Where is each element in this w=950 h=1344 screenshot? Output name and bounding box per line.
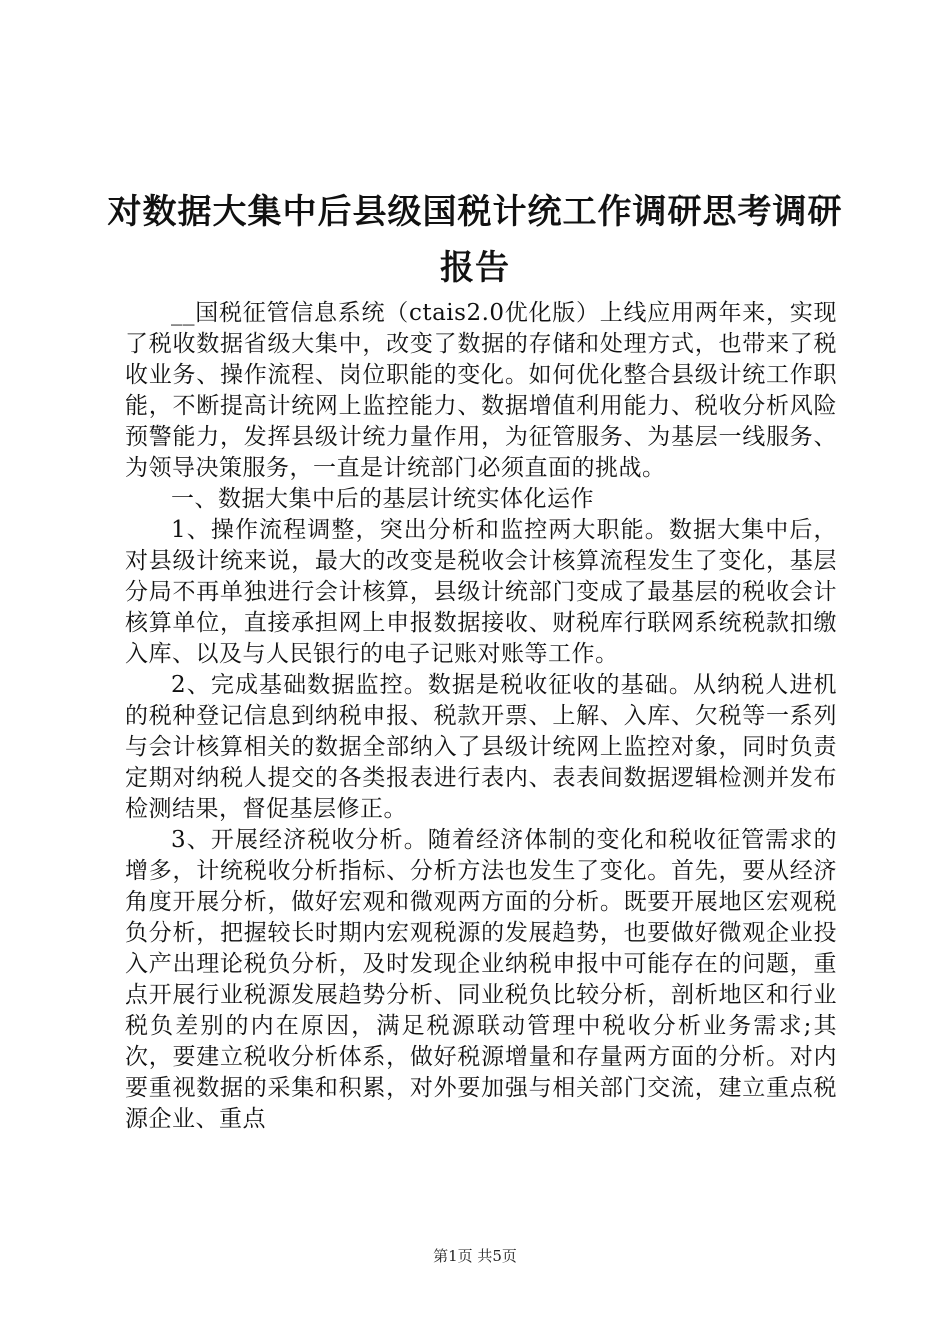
paragraph-item-3: 3、开展经济税收分析。随着经济体制的变化和税收征管需求的增多，计统税收分析指标、分析方法也发生了变化。首先，要从经济角度开展分析，做好宏观和微观两方面的分析。既要开展地区宏观税负分析，把握较长时期内宏观税源的发展趋势，也要做好微观企业投入产出理论税负分析，及时发现企业纳税申报中可能存在的问题，重点开展行业税源发展趋势分析、同业税负比较分析，剖析地区和行业税负差别的内在原因，满足税源联动管理中税收分析业务需求;其次，要建立税收分析体系，做好税源增量和存量两方面的分析。对内要重视数据的采集和积累，对外要加强与相关部门交流，建立重点税源企业、重点 <box>125 827 837 1132</box>
document-body <box>125 298 837 1135</box>
paragraph-item-1: 1、操作流程调整，突出分析和监控两大职能。数据大集中后，对县级计统来说，最大的改变是税收会计核算流程发生了变化，基层分局不再单独进行会计核算，县级计统部门变成了最基层的税收会计核算单位，直接承担网上申报数据接收、财税库行联网系统税款扣缴入库、以及与人民银行的电子记账对账等工作。 <box>125 517 837 667</box>
paragraph-intro: __国税征管信息系统（ctais2.0优化版）上线应用两年来，实现了税收数据省级大集中，改变了数据的存储和处理方式，也带来了税收业务、操作流程、岗位职能的变化。如何优化整合县级计统工作职能，不断提高计统网上监控能力、数据增值利用能力、税收分析风险预警能力，发挥县级计统力量作用，为征管服务、为基层一线服务、为领导决策服务，一直是计统部门必须直面的挑战。 <box>125 300 837 481</box>
page-number-footer: 第1页 共5页 <box>433 1247 517 1265</box>
document-title: 对数据大集中后县级国税计统工作调研思考调研报告 <box>107 192 843 288</box>
section-heading-1: 一、数据大集中后的基层计统实体化运作 <box>171 486 594 512</box>
paragraph-item-2: 2、完成基础数据监控。数据是税收征收的基础。从纳税人进机的税种登记信息到纳税申报、税款开票、上解、入库、欠税等一系列与会计核算相关的数据全部纳入了县级计统网上监控对象，同时负责定期对纳税人提交的各类报表进行表内、表表间数据逻辑检测并发布检测结果，督促基层修正。 <box>125 672 837 822</box>
